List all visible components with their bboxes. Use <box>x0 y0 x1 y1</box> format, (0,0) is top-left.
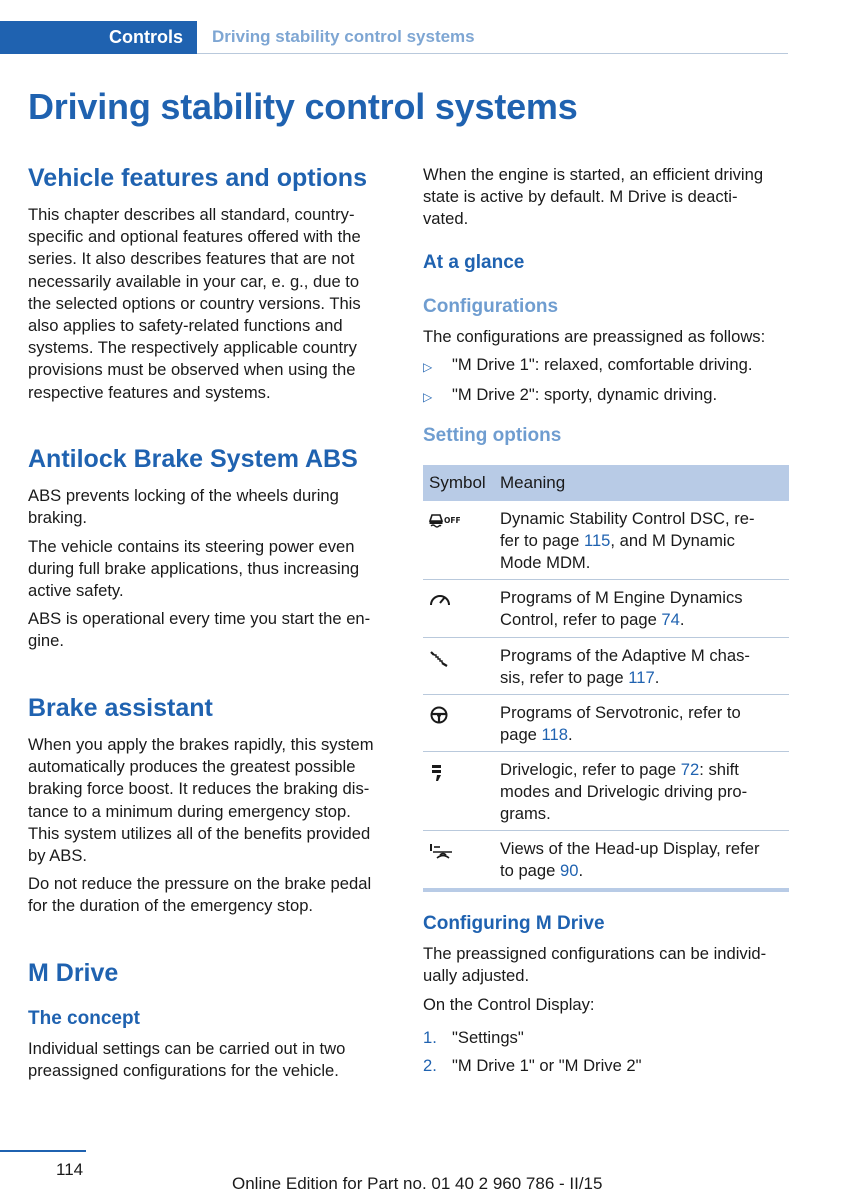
text-line: Programs of the Adaptive M chas- <box>500 646 750 665</box>
text-line: gine. <box>28 631 64 651</box>
list-item-text: "M Drive 1": relaxed, comfortable driving. <box>452 355 753 374</box>
list-item-text: "M Drive 2": sporty, dynamic driving. <box>452 385 718 404</box>
header-section-label: Controls <box>109 27 183 47</box>
vehicle-features-text <box>28 204 396 404</box>
concept-text <box>28 1038 396 1082</box>
table-row <box>423 695 789 752</box>
row-meaning <box>500 838 759 888</box>
engine-dynamics-icon <box>423 587 500 637</box>
page-link[interactable]: 72 <box>680 760 700 779</box>
text-span: . <box>578 861 584 881</box>
text-span: fer to page <box>500 531 584 551</box>
text-line: Mode MDM. <box>500 553 591 573</box>
abs-paragraph-1 <box>28 485 396 529</box>
table-footer-bar <box>423 888 789 892</box>
head-up-display-icon <box>423 838 500 888</box>
m-drive-intro-text <box>423 164 789 231</box>
heading-configurations: Configurations <box>423 296 559 317</box>
text-line <box>500 860 759 882</box>
table-row <box>423 580 789 638</box>
list-item <box>423 354 789 378</box>
text-line: vated. <box>423 209 469 229</box>
bullet-triangle-icon: ▷ <box>423 390 433 404</box>
text-line: Views of the Head-up Display, refer <box>500 839 760 858</box>
row-meaning <box>500 508 755 579</box>
text-line: When you apply the brakes rapidly, this system <box>28 735 374 754</box>
row-meaning <box>500 645 750 694</box>
text-line: Do not reduce the pressure on the brake pedal <box>28 874 372 893</box>
text-line: This system utilizes all of the benefits provided <box>28 823 371 843</box>
footer-edition: Online Edition for Part no. 01 40 2 960 786 - II/15 <box>232 1174 603 1193</box>
brake-assistant-paragraph-2 <box>28 873 396 917</box>
configuring-paragraph-1 <box>423 943 789 987</box>
text-line: for the duration of the emergency stop. <box>28 896 314 916</box>
text-span: . <box>679 610 685 630</box>
adaptive-chassis-icon <box>423 645 500 694</box>
page-link[interactable]: 117 <box>628 668 655 688</box>
text-line: grams. <box>500 804 551 824</box>
heading-brake-assistant: Brake assistant <box>28 694 213 722</box>
text-line: modes and Drivelogic driving pro- <box>500 782 748 802</box>
text-span: to page <box>500 861 560 881</box>
step-text: "M Drive 1" or "M Drive 2" <box>452 1056 642 1075</box>
text-span: : shift <box>699 760 739 779</box>
text-line: The preassigned configurations can be individ- <box>423 944 767 963</box>
text-span: Control, refer to page <box>500 610 662 630</box>
text-line: ABS prevents locking of the wheels during <box>28 486 339 505</box>
text-line <box>500 609 743 631</box>
text-line: by ABS. <box>28 846 88 866</box>
text-line <box>500 759 747 781</box>
table-header <box>423 465 789 501</box>
heading-m-drive: M Drive <box>28 959 119 987</box>
drivelogic-icon <box>423 759 500 830</box>
configurations-list <box>423 354 789 414</box>
page-number: 114 <box>56 1160 84 1179</box>
heading-the-concept: The concept <box>28 1008 140 1029</box>
step-number: 2. <box>423 1056 437 1075</box>
text-line: necessarily available in your car, e. g., due to <box>28 271 360 291</box>
bullet-triangle-icon: ▷ <box>423 360 433 374</box>
step-text: "Settings" <box>452 1028 524 1047</box>
text-line: during full brake applications, thus increasing <box>28 559 360 579</box>
configuring-paragraph-2: On the Control Display: <box>423 995 595 1014</box>
text-line: Individual settings can be carried out in two <box>28 1039 346 1058</box>
text-line: When the engine is started, an efficient driving <box>423 165 764 184</box>
step-number: 1. <box>423 1028 437 1047</box>
text-span: . <box>654 668 660 688</box>
text-line: braking. <box>28 508 88 528</box>
page-link[interactable]: 90 <box>559 861 579 881</box>
text-line: preassigned configurations for the vehicle. <box>28 1061 339 1081</box>
footer-divider <box>0 1150 86 1152</box>
servotronic-steering-icon <box>423 702 500 751</box>
list-item <box>423 1027 789 1049</box>
text-span: page <box>500 725 542 745</box>
abs-paragraph-3 <box>28 608 396 652</box>
heading-vehicle-features: Vehicle features and options <box>28 164 367 192</box>
text-line: series. It also describes features that are not <box>28 249 355 269</box>
configurations-intro: The configurations are preassigned as follows: <box>423 327 766 346</box>
text-line: The vehicle contains its steering power even <box>28 537 355 556</box>
heading-at-a-glance: At a glance <box>423 252 525 273</box>
text-span: , and M Dynamic <box>610 531 735 551</box>
heading-abs: Antilock Brake System ABS <box>28 445 358 473</box>
text-span: sis, refer to page <box>500 668 629 688</box>
text-line: systems. The respectively applicable country <box>28 338 357 358</box>
text-line: This chapter describes all standard, country- <box>28 205 355 224</box>
row-meaning <box>500 702 741 751</box>
brake-assistant-paragraph-1 <box>28 734 396 867</box>
heading-setting-options: Setting options <box>423 425 562 446</box>
text-line <box>500 667 750 689</box>
text-line: provisions must be observed when using the <box>28 360 356 380</box>
text-line: the selected options or country versions. This <box>28 293 361 313</box>
page-link[interactable]: 74 <box>661 610 680 630</box>
text-line: Programs of Servotronic, refer to <box>500 703 741 722</box>
list-item <box>423 384 789 408</box>
page-link[interactable]: 115 <box>583 531 611 551</box>
text-line: Programs of M Engine Dynamics <box>500 588 743 607</box>
page-link[interactable]: 118 <box>541 725 568 745</box>
table-row <box>423 752 789 831</box>
text-line <box>500 724 741 746</box>
row-meaning <box>500 759 747 830</box>
text-line: ually adjusted. <box>423 966 530 986</box>
row-meaning <box>500 587 743 637</box>
table-row <box>423 831 789 888</box>
text-line: active safety. <box>28 581 124 601</box>
list-item <box>423 1055 789 1077</box>
text-line <box>500 530 755 552</box>
text-line: ABS is operational every time you start the en- <box>28 609 371 628</box>
text-line: state is active by default. M Drive is deacti- <box>423 187 738 207</box>
text-line: also applies to safety-related functions and <box>28 316 343 336</box>
header-chapter-label: Driving stability control systems <box>212 27 475 46</box>
page-title: Driving stability control systems <box>28 86 578 127</box>
abs-paragraph-2 <box>28 536 396 603</box>
table-row <box>423 638 789 695</box>
text-line: tance to a minimum during emergency stop. <box>28 801 351 821</box>
column-header-symbol: Symbol <box>429 473 486 492</box>
text-line: braking force boost. It reduces the braking dis- <box>28 779 370 799</box>
header-section-tab <box>0 21 197 54</box>
table-row <box>423 501 789 580</box>
dsc-off-icon <box>423 508 500 579</box>
text-span: Drivelogic, refer to page <box>500 760 681 779</box>
text-span: . <box>568 725 573 745</box>
configuring-steps <box>423 1027 789 1083</box>
text-line: Dynamic Stability Control DSC, re- <box>500 509 755 528</box>
text-line: specific and optional features offered with the <box>28 227 361 247</box>
svg-text:OFF: OFF <box>444 516 461 525</box>
header-divider <box>197 53 788 54</box>
column-header-meaning: Meaning <box>500 473 566 492</box>
text-line: respective features and systems. <box>28 382 271 402</box>
text-line: automatically produces the greatest possible <box>28 757 356 777</box>
heading-configuring-m-drive: Configuring M Drive <box>423 913 605 934</box>
setting-options-table <box>423 465 789 892</box>
